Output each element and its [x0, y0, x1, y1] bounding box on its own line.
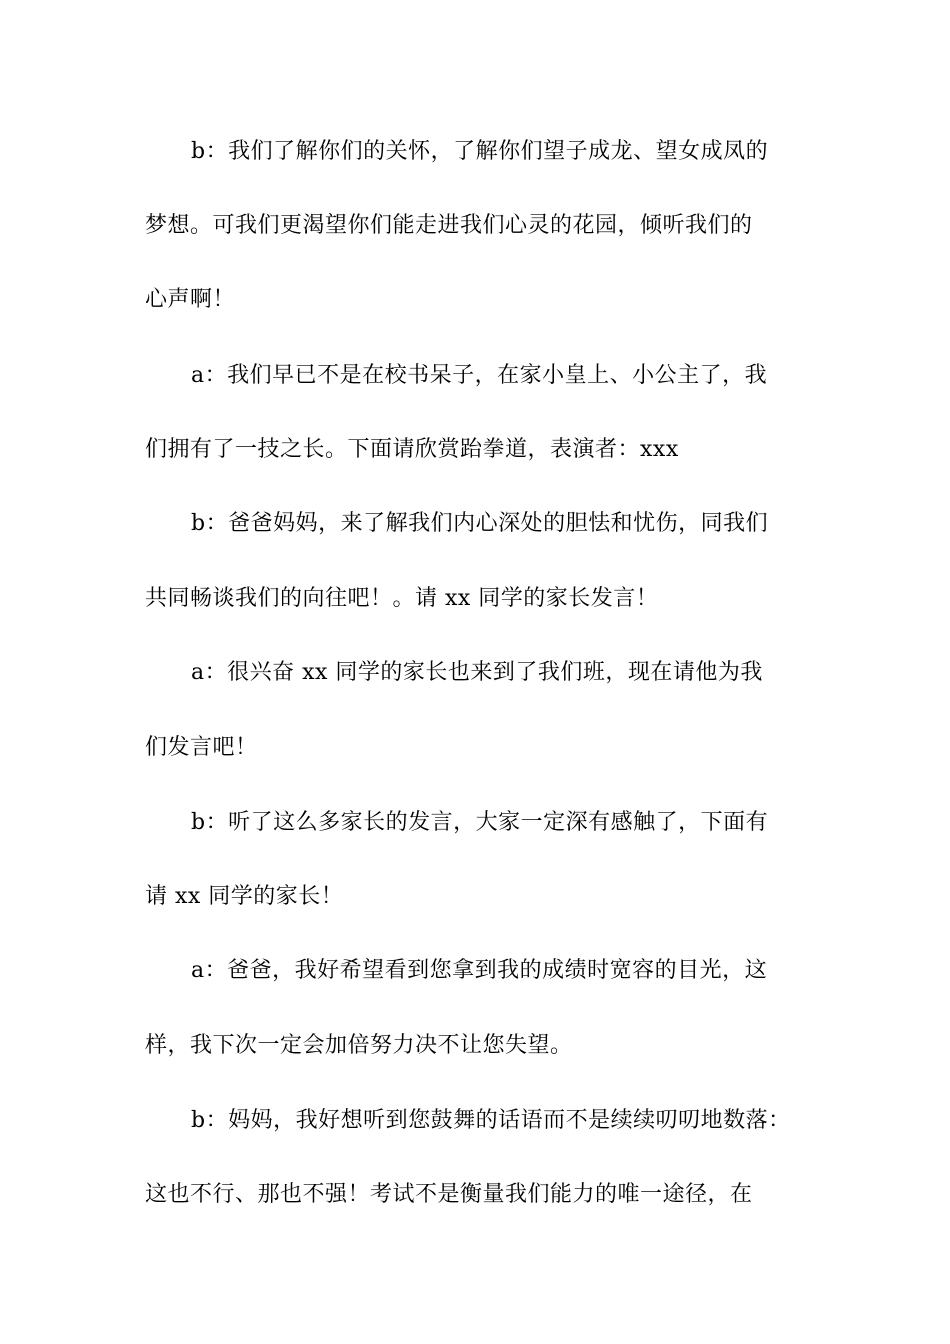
paragraph-4-line-1: a：很兴奋 xx 同学的家长也来到了我们班，现在请他为我	[191, 660, 763, 685]
paragraph-4-line-2: 们发言吧！	[145, 735, 258, 760]
paragraph-3-line-1: b：爸爸妈妈，来了解我们内心深处的胆怯和忧伤，同我们	[191, 511, 769, 536]
paragraph-5-line-2: 请 xx 同学的家长！	[145, 884, 344, 909]
paragraph-3-line-2: 共同畅谈我们的向往吧！。请 xx 同学的家长发言！	[145, 586, 659, 611]
paragraph-2-line-1: a：我们早已不是在校书呆子，在家小皇上、小公主了，我	[191, 363, 768, 388]
paragraph-6-line-2: 样，我下次一定会加倍努力决不让您失望。	[145, 1033, 573, 1058]
paragraph-7-line-1: b：妈妈，我好想听到您鼓舞的话语而不是续续叨叨地数落：	[191, 1108, 791, 1133]
paragraph-2-line-2: 们拥有了一技之长。下面请欣赏跆拳道，表演者：xxx	[145, 437, 679, 462]
paragraph-5-line-1: b：听了这么多家长的发言，大家一定深有感触了，下面有	[191, 810, 769, 835]
paragraph-1-line-3: 心声啊！	[145, 287, 236, 312]
paragraph-1-line-2: 梦想。可我们更渴望你们能走进我们心灵的花园，倾听我们的	[145, 213, 753, 238]
paragraph-7-line-2: 这也不行、那也不强！考试不是衡量我们能力的唯一途径，在	[145, 1182, 753, 1207]
paragraph-1-line-1: b：我们了解你们的关怀，了解你们望子成龙、望女成凤的	[191, 139, 769, 164]
paragraph-6-line-1: a：爸爸，我好希望看到您拿到我的成绩时宽容的目光，这	[191, 958, 768, 983]
